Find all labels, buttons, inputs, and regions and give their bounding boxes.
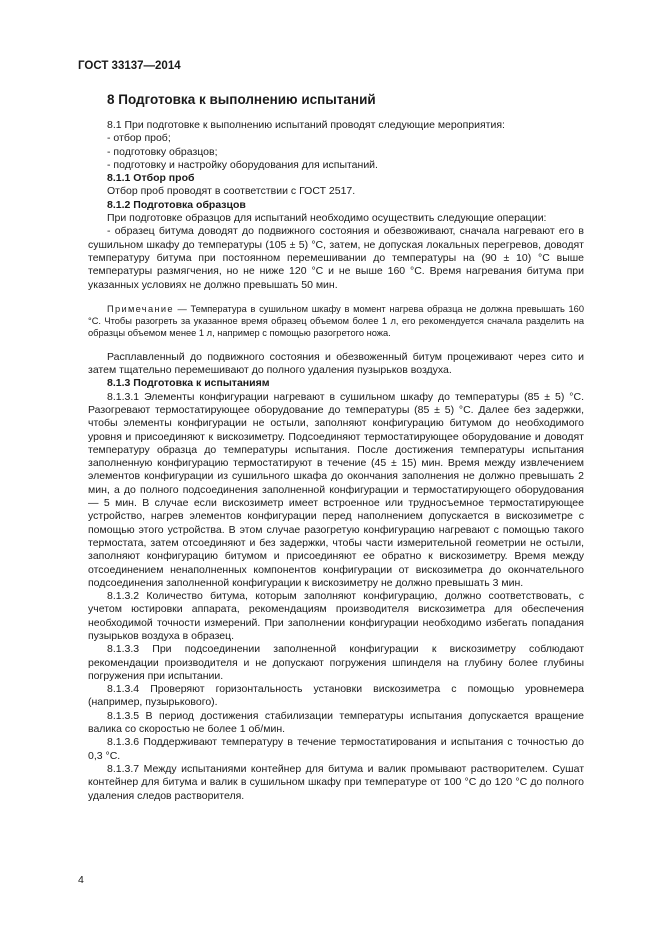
paragraph-8-1-3-1: 8.1.3.1 Элементы конфигурации нагревают в сушильном шкафу до температуры (85 ± 5) °C. Разогревают термостатирующее оборудование до температуры (85 ± 5) °C. Далее без задержки, чтобы элементы конфигурации не остыли, заполняют конфигурацию битумом до необходимого уровня и присоединяют к вискозиметру. Подсоединяют термостатирующее оборудование и доводят температуру образца до температуры испытания. После достижения температуры испытания заполненную конфигурацию термостатируют в течение (45 ± 15) мин. Время между извлечением элементов конфигурации из сушильного шкафа до окончания заполнения не должно превышать 2 мин, а до полного подсоединения заполненной конфигурации и термостатирующего оборудования — 5 мин. В случае если вискозиметр имеет встроенное или трудносъемное термостатирующее устройство, нагрев элементов конфигурации перед наполнением допускается в вискозиметре с помощью этого устройства. В этом случае разогретую конфигурацию нагревают с помощью такого термостата, затем отсоединяют и без задержки, чтобы части измерительной геометрии не остыли, заполняют конфигурацию битумом и присоединяют ее обратно к вискозиметру. Время между отсоединением ненаполненных компонентов конфигурации от вискозиметра до окончательного подсоединения заполненной конфигурации к вискозиметру не должно превышать 3 мин.: [88, 390, 584, 589]
paragraph-8-1-2-item: - образец битума доводят до подвижного состояния и обезвоживают, сначала нагревают его в сушильном шкафу до температуры (105 ± 5) °C, затем, не допуская локальных перегревов, доводят температуру битума при постоянном перемешивании до температуры на (90 ± 10) °C выше температуры размягчения, но не ниже 120 °C и не выше 160 °C. Время нагревания битума при указанных условиях не должно превышать 50 мин.: [88, 225, 584, 291]
paragraph-8-1-3-4: 8.1.3.4 Проверяют горизонтальность установки вискозиметра с помощью уровнемера (например, пузырькового).: [88, 683, 584, 709]
paragraph-8-1-2-cont: Расплавленный до подвижного состояния и обезвоженный битум процеживают через сито и затем тщательно перемешивают до полного удаления пузырьков воздуха.: [88, 350, 584, 377]
paragraph-8-1-3-2: 8.1.3.2 Количество битума, которым заполняют конфигурацию, должно соответствовать, с учетом юстировки аппарата, рекомендациям производителя вискозиметра для обеспечения необходимой точности измерений. При заполнении конфигурации необходимо избегать попадания пузырьков воздуха в образец.: [88, 590, 584, 642]
note-text: — Температура в сушильном шкафу в момент нагрева образца не должна превышать 160 °C. Чтобы разогреть за указанное время образец объемом более 1 л, его рекомендуется сначала разделить на образцы объемом менее 1 л, например с помощью разогретого ножа.: [88, 303, 584, 339]
subsection-heading-8-1-2: 8.1.2 Подготовка образцов: [107, 198, 246, 211]
document-header: ГОСТ 33137—2014: [78, 60, 181, 72]
note: [88, 303, 584, 340]
note-label: Примечание: [107, 303, 174, 314]
list-item: - подготовку и настройку оборудования для испытаний.: [107, 158, 378, 171]
list-item: - подготовку образцов;: [107, 145, 218, 158]
page-number: 4: [78, 874, 84, 886]
section-title: 8 Подготовка к выполнению испытаний: [107, 92, 376, 107]
paragraph-8-1-3-7: 8.1.3.7 Между испытаниями контейнер для битума и валик промывают растворителем. Сушат контейнер для битума и валик в сушильном шкафу при температуре от 100 °C до 120 °C до полного удаления следов растворителя.: [88, 762, 584, 802]
paragraph-8-1-3-5: 8.1.3.5 В период достижения стабилизации температуры испытания допускается вращение валика со скоростью не более 1 об/мин.: [88, 709, 584, 736]
paragraph-8-1-1: Отбор проб проводят в соответствии с ГОСТ 2517.: [107, 185, 356, 198]
paragraph-8-1: 8.1 При подготовке к выполнению испытаний проводят следующие мероприятия:: [107, 119, 505, 131]
paragraph-8-1-3-3: 8.1.3.3 При подсоединении заполненной конфигурации к вискозиметру соблюдают рекомендации производителя и не допускают погружения шпинделя на глубину более глубины погружения при испытании.: [88, 643, 584, 682]
list-item: - отбор проб;: [107, 132, 171, 145]
document-body: [88, 119, 584, 803]
subsection-heading-8-1-1: 8.1.1 Отбор проб: [107, 172, 195, 185]
paragraph-8-1-2: При подготовке образцов для испытаний необходимо осуществить следующие операции:: [107, 212, 547, 225]
subsection-heading-8-1-3: 8.1.3 Подготовка к испытаниям: [107, 377, 270, 390]
paragraph-8-1-3-6: 8.1.3.6 Поддерживают температуру в течение термостатирования и испытания с точностью до 0,3 °C.: [88, 736, 584, 762]
